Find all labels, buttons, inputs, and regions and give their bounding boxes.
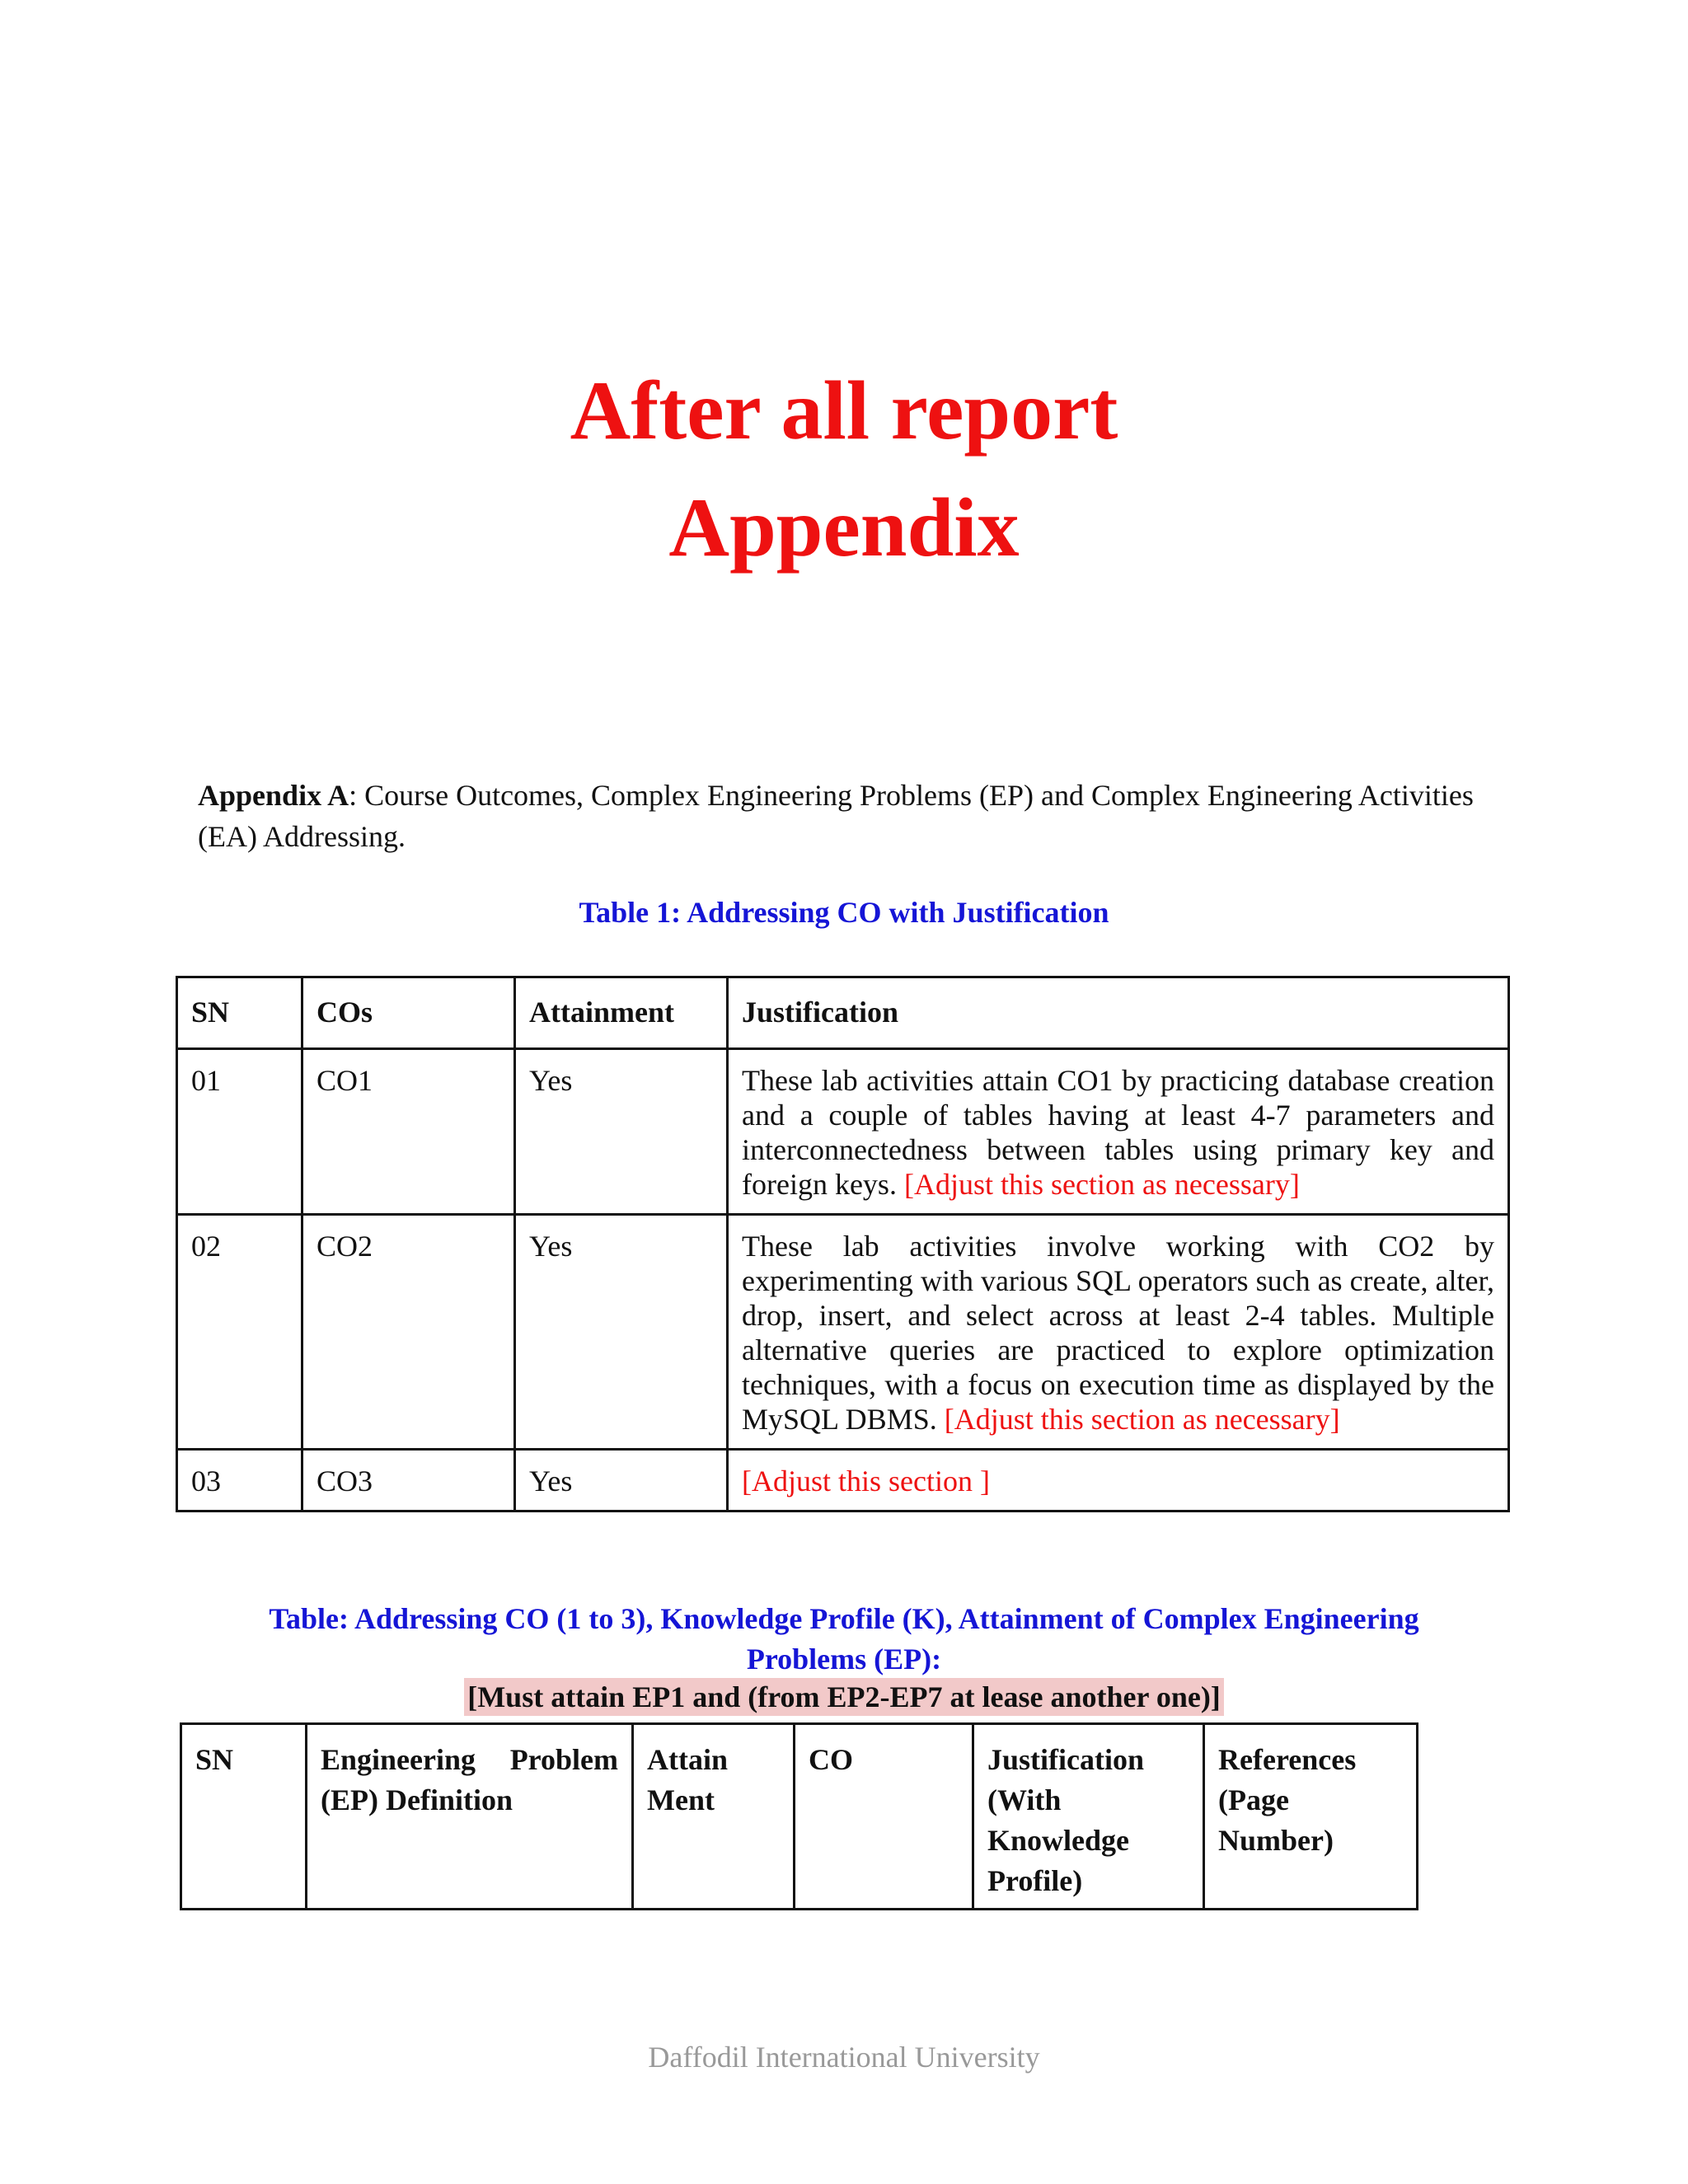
cell-justification: [728, 1049, 1509, 1215]
table-row: [177, 1450, 1509, 1511]
cell-attainment: Yes: [515, 1215, 728, 1450]
header-attainment: Attainment: [515, 977, 728, 1049]
adjust-note: [Adjust this section as necessary]: [903, 1168, 1300, 1201]
cell-co: CO2: [302, 1215, 515, 1450]
header-justification: Justification (With Knowledge Profile): [973, 1724, 1204, 1910]
table-row: [177, 1215, 1509, 1450]
header-sn: SN: [177, 977, 302, 1049]
cell-justification: [728, 1450, 1509, 1511]
cell-co: CO3: [302, 1450, 515, 1511]
header-ep-definition: Engineering Problem (EP) Definition: [307, 1724, 633, 1910]
cell-attainment: Yes: [515, 1049, 728, 1215]
justification-text: These lab activities attain CO1 by practicing database creation and a couple of tables having at least 4-7 parameters and interconnectedness between tables using primary key and foreign keys.: [742, 1064, 1494, 1201]
adjust-note: [Adjust this section as necessary]: [944, 1403, 1340, 1436]
cell-justification: [728, 1215, 1509, 1450]
appendix-description: : Course Outcomes, Complex Engineering Problems (EP) and Complex Engineering Activities (EA) Addressing.: [198, 779, 1474, 853]
header-justification: Justification: [728, 977, 1509, 1049]
ep-attainment-table: [180, 1722, 1418, 1910]
appendix-intro: [198, 775, 1500, 857]
ep-requirement-note: [Must attain EP1 and (from EP2-EP7 at lease another one)]: [464, 1678, 1224, 1716]
table2-caption-line2: Problems (EP):: [746, 1643, 942, 1675]
justification-text: These lab activities involve working with CO2 by experimenting with various SQL operators such as create, alter, drop, insert, and select across at least 2-4 tables. Multiple alternative queries are practiced to explore optimization techniques, with a focus on execution time as displayed by the MySQL DBMS.: [742, 1230, 1494, 1436]
header-sn: SN: [181, 1724, 307, 1910]
cell-co: CO1: [302, 1049, 515, 1215]
page-heading-line2: Appendix: [668, 481, 1020, 574]
header-references: References (Page Number): [1204, 1724, 1418, 1910]
page-footer: Daffodil International University: [648, 2041, 1040, 2074]
table1-caption: Table 1: Addressing CO with Justification: [579, 896, 1109, 929]
table-header-row: [177, 977, 1509, 1049]
page-heading-line1: After all report: [570, 364, 1118, 457]
header-cos: COs: [302, 977, 515, 1049]
table-row: [177, 1049, 1509, 1215]
cell-sn: 01: [177, 1049, 302, 1215]
header-co: CO: [795, 1724, 973, 1910]
cell-sn: 02: [177, 1215, 302, 1450]
table-header-row: [181, 1724, 1418, 1910]
appendix-label: Appendix A: [198, 779, 349, 812]
header-attainment: Attain Ment: [633, 1724, 795, 1910]
co-justification-table: [176, 976, 1510, 1512]
cell-sn: 03: [177, 1450, 302, 1511]
table2-caption-line1: Table: Addressing CO (1 to 3), Knowledge Profile (K), Attainment of Complex Engineering: [269, 1602, 1419, 1635]
cell-attainment: Yes: [515, 1450, 728, 1511]
adjust-note: [Adjust this section ]: [742, 1465, 990, 1497]
